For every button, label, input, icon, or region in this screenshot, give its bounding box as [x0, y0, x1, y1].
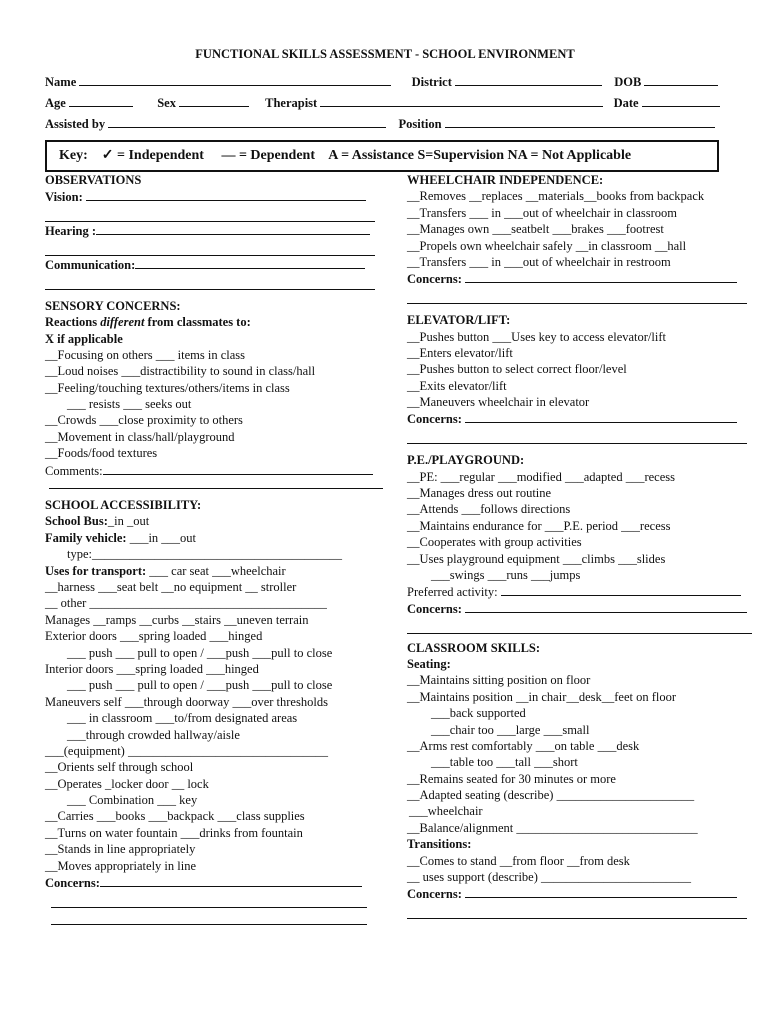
- seating-item[interactable]: ___wheelchair: [409, 804, 483, 819]
- elevator-concerns-extra[interactable]: [407, 427, 747, 444]
- seating-item[interactable]: __Remains seated for 30 minutes or more: [407, 771, 616, 786]
- pe-concerns-extra[interactable]: [407, 616, 752, 633]
- dob-label: DOB: [614, 75, 642, 89]
- communication-extra-line[interactable]: [45, 272, 375, 289]
- access-item[interactable]: ___ in classroom ___to/from designated areas: [67, 711, 298, 726]
- seating-item[interactable]: __Arms rest comfortably ___on table ___desk: [407, 738, 640, 753]
- pe-item[interactable]: __Cooperates with group activities: [407, 535, 582, 550]
- access-item[interactable]: __Carries ___books ___backpack ___class supplies: [45, 809, 305, 824]
- seating-item[interactable]: __Maintains position __in chair__desk__feet on floor: [407, 689, 677, 704]
- classroom-concerns-line[interactable]: Concerns:: [407, 885, 752, 901]
- header-row-1: [45, 73, 735, 90]
- sex-field[interactable]: [179, 94, 249, 107]
- wheelchair-item[interactable]: __Transfers ___ in ___out of wheelchair in classroom: [407, 205, 677, 220]
- key-dependent: — = Dependent: [221, 148, 315, 163]
- sex-label: Sex: [157, 96, 176, 110]
- elevator-concerns-line[interactable]: Concerns:: [407, 410, 752, 426]
- sensory-heading: SENSORY CONCERNS:: [45, 298, 181, 313]
- therapist-field[interactable]: [320, 94, 603, 107]
- age-field[interactable]: [69, 94, 133, 107]
- access-item[interactable]: Manages __ramps __curbs __stairs __uneven terrain: [45, 612, 309, 627]
- pe-heading: P.E./PLAYGROUND:: [407, 453, 525, 468]
- hearing-extra-line[interactable]: [45, 239, 375, 256]
- vision-extra-line[interactable]: [45, 205, 375, 222]
- position-field[interactable]: [445, 115, 715, 128]
- header-row-3: [45, 115, 735, 132]
- access-item[interactable]: Maneuvers self ___through doorway ___over thresholds: [45, 694, 328, 709]
- seating-item[interactable]: ___chair too ___large ___small: [431, 722, 590, 737]
- elevator-heading: ELEVATOR/LIFT:: [407, 313, 511, 328]
- form-title: FUNCTIONAL SKILLS ASSESSMENT - SCHOOL ENVIRONMENT: [195, 47, 575, 61]
- sensory-item[interactable]: __Loud noises ___distractibility to sound in class/hall: [45, 364, 316, 379]
- left-concerns-extra-2[interactable]: [51, 908, 367, 925]
- pe-item[interactable]: __PE: ___regular ___modified ___adapted ___recess: [407, 469, 675, 484]
- sensory-item[interactable]: __Foods/food textures: [45, 446, 158, 461]
- access-item[interactable]: __harness ___seat belt __no equipment __ stroller: [45, 579, 297, 594]
- wheelchair-item[interactable]: __Manages own ___seatbelt ___brakes ___footrest: [407, 222, 664, 237]
- wheelchair-item[interactable]: __Propels own wheelchair safely __in classroom __hall: [407, 238, 687, 253]
- transport-line[interactable]: Uses for transport: ___ car seat ___wheelchair: [45, 563, 286, 578]
- sensory-reactions: Reactions different from classmates to:: [45, 315, 251, 330]
- pe-item[interactable]: ___swings ___runs ___jumps: [431, 567, 581, 582]
- seating-item[interactable]: __Balance/alignment _____________________________: [407, 820, 698, 835]
- access-item[interactable]: __ other ______________________________________: [45, 596, 327, 611]
- transitions-item[interactable]: __Comes to stand __from floor __from desk: [407, 853, 630, 868]
- access-item[interactable]: ___(equipment) ________________________________: [45, 743, 328, 758]
- pe-item[interactable]: __Manages dress out routine: [407, 486, 552, 501]
- comments-extra-line[interactable]: [49, 478, 383, 489]
- name-label: Name: [45, 75, 77, 89]
- wheelchair-item[interactable]: __Removes __replaces __materials__books from backpack: [407, 189, 705, 204]
- access-item[interactable]: ___ Combination ___ key: [67, 793, 198, 808]
- district-field[interactable]: [455, 73, 602, 86]
- vehicle-type-line[interactable]: type:________________________________________: [67, 547, 342, 562]
- access-item[interactable]: ___through crowded hallway/aisle: [67, 727, 240, 742]
- comments-line[interactable]: Comments:: [45, 462, 385, 478]
- sensory-item[interactable]: __Focusing on others ___ items in class: [45, 347, 245, 362]
- key-legend: [45, 140, 719, 172]
- preferred-activity-line[interactable]: Preferred activity:: [407, 583, 752, 599]
- communication-line[interactable]: Communication:: [45, 256, 385, 272]
- wheelchair-heading: WHEELCHAIR INDEPENDENCE:: [407, 173, 604, 187]
- seating-item[interactable]: __Maintains sitting position on floor: [407, 673, 591, 688]
- elevator-item[interactable]: __Maneuvers wheelchair in elevator: [407, 395, 590, 410]
- school-bus-line[interactable]: School Bus:_in _out: [45, 514, 150, 529]
- seating-heading: Seating:: [407, 656, 451, 671]
- classroom-heading: CLASSROOM SKILLS:: [407, 640, 541, 655]
- access-item[interactable]: __Operates _locker door __ lock: [45, 776, 209, 791]
- position-label: Position: [398, 117, 442, 131]
- seating-item[interactable]: ___table too ___tall ___short: [431, 755, 578, 770]
- seating-item[interactable]: ___back supported: [431, 706, 526, 721]
- left-concerns-line[interactable]: Concerns:: [45, 874, 385, 890]
- access-item[interactable]: ___ push ___ pull to open / ___push ___pull to close: [67, 678, 333, 693]
- sensory-item[interactable]: __Movement in class/hall/playground: [45, 429, 235, 444]
- access-item[interactable]: __Turns on water fountain ___drinks from fountain: [45, 825, 303, 840]
- pe-item[interactable]: __Uses playground equipment ___climbs ___slides: [407, 551, 666, 566]
- elevator-item[interactable]: __Exits elevator/lift: [407, 378, 507, 393]
- seating-item[interactable]: __Adapted seating (describe) ______________________: [407, 788, 695, 803]
- key-independent: ✓ = Independent: [101, 148, 204, 163]
- district-label: District: [411, 75, 452, 89]
- wheelchair-concerns-extra[interactable]: [407, 287, 747, 304]
- sensory-item[interactable]: __Feeling/touching textures/others/items in class: [45, 380, 290, 395]
- left-column: [45, 172, 385, 925]
- sensory-x-applicable: X if applicable: [45, 331, 123, 346]
- observations-heading: OBSERVATIONS: [45, 173, 142, 187]
- accessibility-heading: SCHOOL ACCESSIBILITY:: [45, 498, 202, 513]
- classroom-concerns-extra[interactable]: [407, 902, 747, 919]
- access-item[interactable]: Interior doors ___spring loaded ___hinged: [45, 661, 259, 676]
- wheelchair-concerns-line[interactable]: Concerns:: [407, 270, 752, 286]
- age-label: Age: [45, 96, 66, 110]
- vision-line[interactable]: Vision:: [45, 188, 385, 204]
- assisted-by-field[interactable]: [108, 115, 386, 128]
- therapist-label: Therapist: [265, 96, 318, 110]
- date-label: Date: [613, 96, 639, 110]
- left-concerns-extra-1[interactable]: [51, 890, 367, 907]
- dob-field[interactable]: [644, 73, 718, 86]
- access-item[interactable]: ___ push ___ pull to open / ___push ___pull to close: [67, 645, 333, 660]
- access-item[interactable]: __Stands in line appropriately: [45, 842, 196, 857]
- family-vehicle-line[interactable]: Family vehicle: ___in ___out: [45, 530, 197, 545]
- wheelchair-item[interactable]: __Transfers ___ in ___out of wheelchair in restroom: [407, 254, 671, 269]
- date-field[interactable]: [642, 94, 720, 107]
- access-item[interactable]: Exterior doors ___spring loaded ___hinged: [45, 629, 263, 644]
- sensory-item[interactable]: ___ resists ___ seeks out: [67, 397, 192, 412]
- hearing-line[interactable]: Hearing :: [45, 222, 385, 238]
- sensory-item[interactable]: __Crowds ___close proximity to others: [45, 413, 243, 428]
- access-item[interactable]: __Moves appropriately in line: [45, 858, 197, 873]
- pe-item[interactable]: __Maintains endurance for ___P.E. period ___recess: [407, 518, 671, 533]
- elevator-item[interactable]: __Pushes button to select correct floor/level: [407, 362, 627, 377]
- header-row-2: [45, 94, 735, 111]
- pe-item[interactable]: __Attends ___follows directions: [407, 502, 571, 517]
- transitions-item[interactable]: __ uses support (describe) ________________________: [407, 870, 691, 885]
- elevator-item[interactable]: __Pushes button ___Uses key to access elevator/lift: [407, 329, 666, 344]
- elevator-item[interactable]: __Enters elevator/lift: [407, 345, 513, 360]
- right-column: [407, 172, 752, 919]
- pe-concerns-line[interactable]: Concerns:: [407, 600, 752, 616]
- key-rest: A = Assistance S=Supervision NA = Not Applicable: [328, 148, 632, 163]
- transitions-heading: Transitions:: [407, 837, 472, 852]
- assisted-by-label: Assisted by: [45, 117, 106, 131]
- key-label: Key:: [59, 148, 88, 163]
- access-item[interactable]: __Orients self through school: [45, 760, 194, 775]
- name-field[interactable]: [79, 73, 391, 86]
